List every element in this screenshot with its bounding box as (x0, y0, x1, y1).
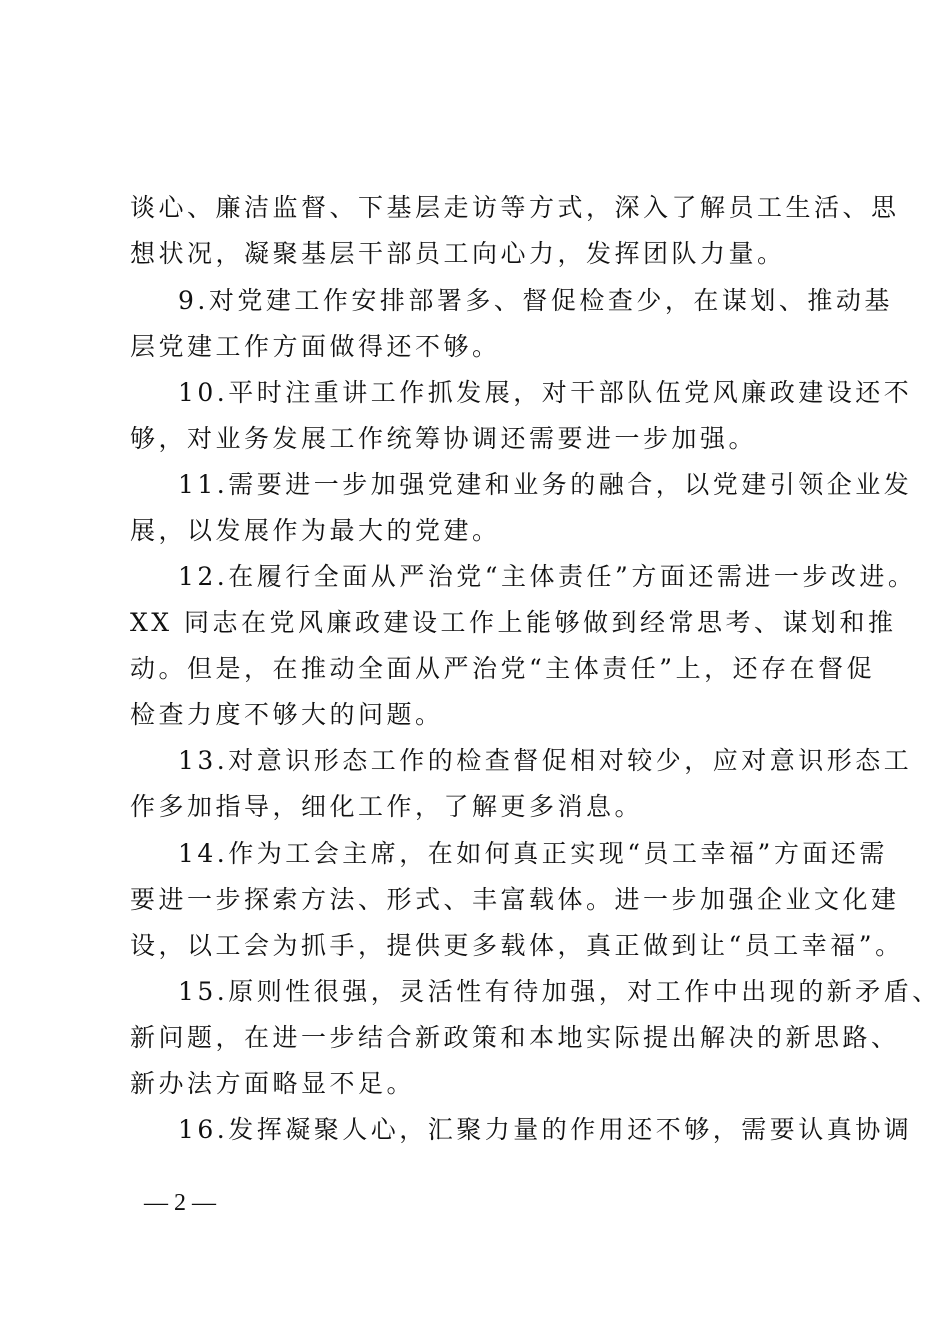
text-line: 14.作为工会主席，在如何真正实现“员工幸福”方面还需 (178, 839, 888, 868)
text-line: 新办法方面略显不足。 (130, 1069, 416, 1098)
text-line: 要进一步探索方法、形式、丰富载体。进一步加强企业文化建 (130, 885, 900, 914)
text-line: 想状况，凝聚基层干部员工向心力，发挥团队力量。 (130, 239, 786, 268)
text-line: 检查力度不够大的问题。 (130, 700, 444, 729)
text-line: 设，以工会为抓手，提供更多载体，真正做到让“员工幸福”。 (130, 931, 904, 960)
text-line: 10.平时注重讲工作抓发展，对干部队伍党风廉政建设还不 (178, 378, 913, 407)
text-line: 层党建工作方面做得还不够。 (130, 332, 501, 361)
text-line: 谈心、廉洁监督、下基层走访等方式，深入了解员工生活、思 (130, 193, 900, 222)
text-line: 11.需要进一步加强党建和业务的融合，以党建引领企业发 (178, 470, 913, 499)
text-line: 12.在履行全面从严治党“主体责任”方面还需进一步改进。 (178, 562, 917, 591)
text-line: 展，以发展作为最大的党建。 (130, 516, 501, 545)
text-line: 够，对业务发展工作统筹协调还需要进一步加强。 (130, 424, 758, 453)
text-line: 15.原则性很强，灵活性有待加强，对工作中出现的新矛盾、 (178, 977, 941, 1006)
text-line: XX 同志在党风廉政建设工作上能够做到经常思考、谋划和推 (130, 608, 897, 637)
text-line: 作多加指导，细化工作，了解更多消息。 (130, 792, 644, 821)
text-line: 13.对意识形态工作的检查督促相对较少，应对意识形态工 (178, 746, 913, 775)
text-line: 9.对党建工作安排部署多、督促检查少，在谋划、推动基 (178, 286, 893, 315)
text-line: 16.发挥凝聚人心，汇聚力量的作用还不够，需要认真协调 (178, 1115, 913, 1144)
text-line: 动。但是，在推动全面从严治党“主体责任”上，还存在督促 (130, 654, 876, 683)
text-line: 新问题，在进一步结合新政策和本地实际提出解决的新思路、 (130, 1023, 900, 1052)
page-number: — 2 — (144, 1190, 216, 1216)
